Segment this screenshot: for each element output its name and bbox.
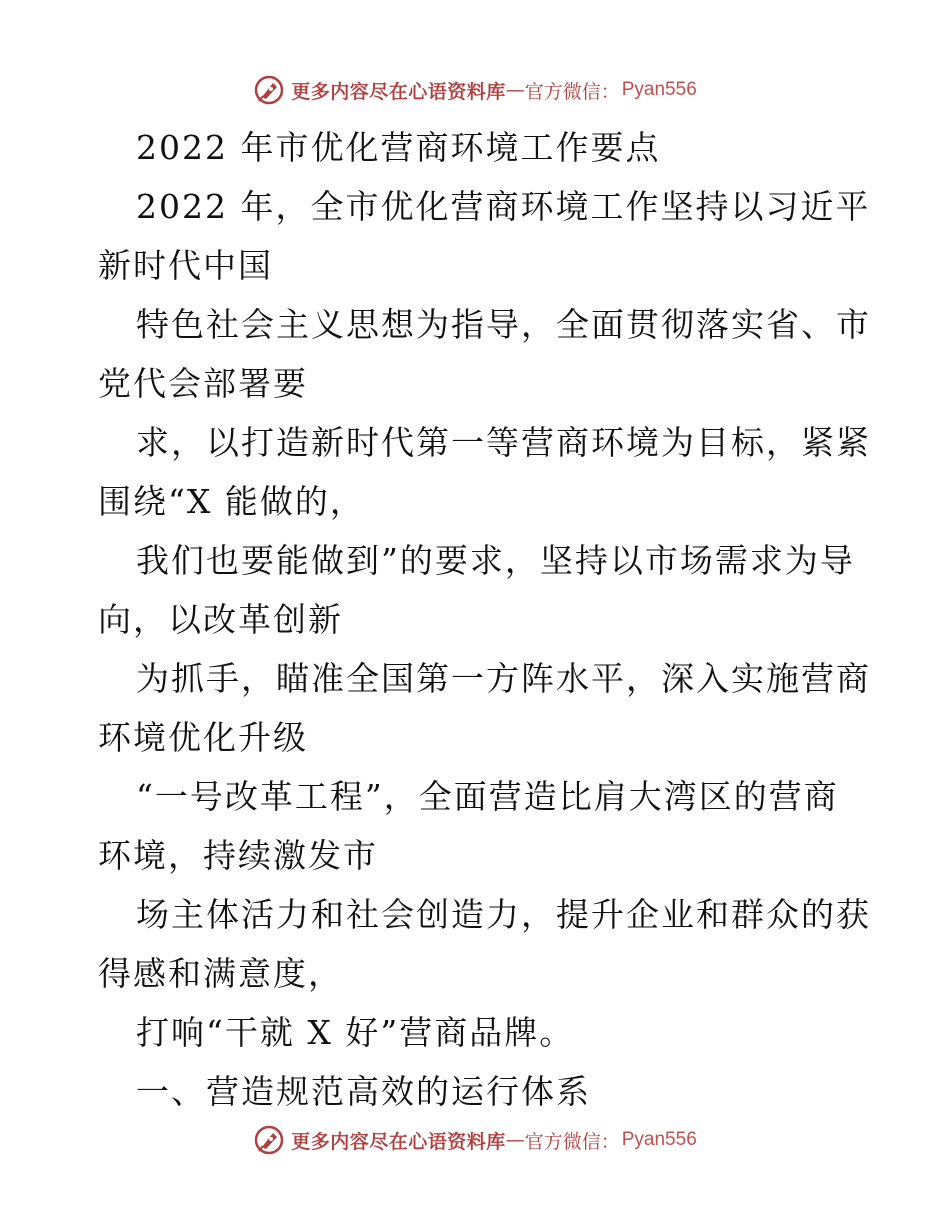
pen-nib-logo-icon — [253, 74, 285, 106]
paragraph-line: 为抓手，瞄准全国第一方阵水平，深入实施营商 — [136, 659, 871, 698]
watermark-main-text: 更多内容尽在心语资料库 — [291, 80, 506, 103]
paragraph-line: 场主体活力和社会创造力，提升企业和群众的获 — [136, 895, 871, 934]
paragraph-line: 我们也要能做到”的要求，坚持以市场需求为导 — [136, 541, 855, 580]
paragraph-line: 得感和满意度， — [98, 954, 343, 993]
document-title: 2022 年市优化营商环境工作要点 — [136, 128, 661, 167]
pen-nib-logo-icon — [253, 1124, 285, 1156]
paragraph-line: 党代会部署要 — [98, 364, 308, 403]
section-heading: 一、营造规范高效的运行体系 — [136, 1072, 591, 1111]
paragraph-line: 求，以打造新时代第一等营商环境为目标，紧紧 — [136, 423, 871, 462]
paragraph-line: 向，以改革创新 — [98, 600, 343, 639]
paragraph-line: 2022 年，全市优化营商环境工作坚持以习近平 — [136, 187, 871, 226]
watermark-footer — [0, 1120, 950, 1160]
watermark-official-label: 官方微信： — [524, 80, 620, 103]
watermark-wechat-id: Pyan556 — [621, 79, 697, 100]
paragraph-line: 打响“干就 X 好”营商品牌。 — [136, 1013, 575, 1052]
watermark-wechat-id: Pyan556 — [621, 1129, 697, 1150]
watermark-header — [0, 70, 950, 110]
watermark-separator: — — [505, 79, 525, 101]
paragraph-line: 新时代中国 — [98, 246, 273, 285]
watermark-separator: — — [505, 1129, 525, 1151]
document-body — [98, 118, 871, 1121]
watermark-main-text: 更多内容尽在心语资料库 — [291, 1130, 506, 1153]
paragraph-line: 环境优化升级 — [98, 718, 308, 757]
paragraph-line: 环境，持续激发市 — [98, 836, 378, 875]
paragraph-line: 围绕“X 能做的， — [98, 482, 365, 521]
watermark-official-label: 官方微信： — [524, 1130, 620, 1153]
paragraph-line: “一号改革工程”，全面营造比肩大湾区的营商 — [136, 777, 839, 816]
paragraph-line: 特色社会主义思想为指导，全面贯彻落实省、市 — [136, 305, 871, 344]
